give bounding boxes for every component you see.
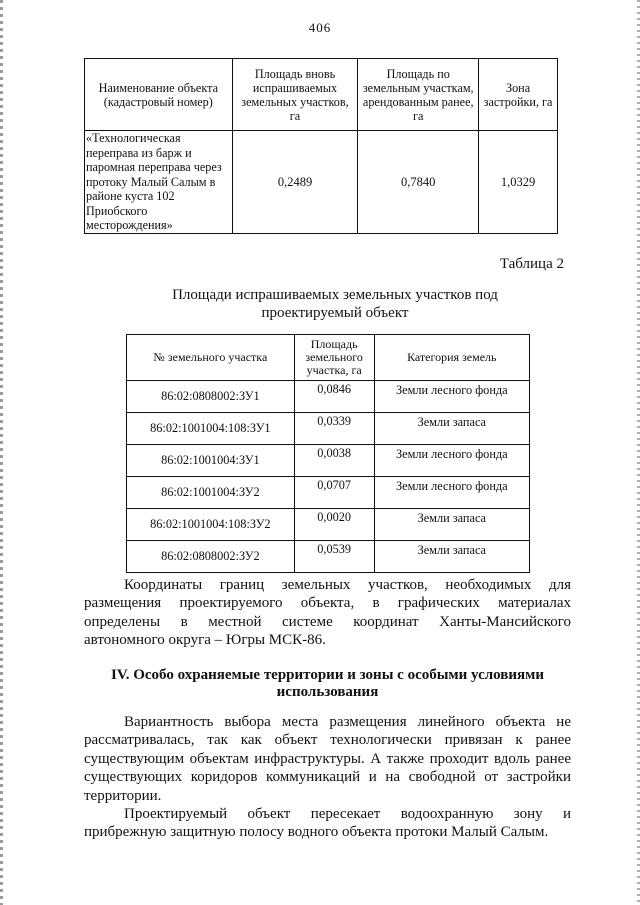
table-row [127, 445, 530, 477]
table-row [127, 477, 530, 509]
object-area-table [84, 58, 558, 234]
variant-paragraph: Вариантность выбора места размещения линейного объекта не рассматривалась, так как объект технологически привязан к ранее существующим объектам инфраструктуры. А также проходит вдоль ранее существующих коридоров коммуникаций и на свободной от застройки территории. [84, 714, 571, 804]
header-land-category: Категория земель [374, 335, 529, 381]
land-category-cell: Земли лесного фонда [374, 477, 529, 509]
plot-number-cell: 86:02:1001004:ЗУ1 [127, 445, 295, 477]
land-category-cell: Земли запаса [374, 413, 529, 445]
scan-edge-left [0, 0, 3, 905]
plot-number-cell: 86:02:0808002:ЗУ2 [127, 541, 295, 573]
header-plot-number: № земельного участка [127, 335, 295, 381]
table-row [127, 381, 530, 413]
header-object-name: Наименование объекта (кадастровый номер) [85, 59, 233, 131]
plot-area-cell: 0,0707 [294, 477, 374, 509]
table-row [127, 413, 530, 445]
page-number: 406 [308, 20, 332, 35]
table-title: Площади испрашиваемых земельных участков под проектируемый объект [172, 287, 498, 321]
table-header-row [85, 59, 558, 131]
land-category-cell: Земли запаса [374, 541, 529, 573]
land-category-cell: Земли лесного фонда [374, 445, 529, 477]
header-plot-area: Площадь земельного участка, га [294, 335, 374, 381]
land-plots-table [126, 334, 530, 573]
table-row [127, 509, 530, 541]
plot-area-cell: 0,0038 [294, 445, 374, 477]
plot-area-cell: 0,0020 [294, 509, 374, 541]
header-leased-area: Площадь по земельным участкам, арендованным ранее, га [358, 59, 479, 131]
plot-area-cell: 0,0846 [294, 381, 374, 413]
plot-area-cell: 0,0339 [294, 413, 374, 445]
plot-area-cell: 0,0539 [294, 541, 374, 573]
object-name-cell: «Технологическая переправа из барж и паромная переправа через протоку Малый Салым в районе куста 102 Приобского месторождения» [85, 131, 233, 234]
table-row [85, 131, 558, 234]
table-row [127, 541, 530, 573]
coordinates-paragraph: Координаты границ земельных участков, необходимых для размещения проектируемого объекта, в графических материалах определены в местной системе координат Ханты-Мансийского автономного округа – Югры МСК-86. [84, 577, 571, 649]
header-new-area: Площадь вновь испрашиваемых земельных участков, га [232, 59, 358, 131]
land-category-cell: Земли запаса [374, 509, 529, 541]
plot-number-cell: 86:02:1001004:ЗУ2 [127, 477, 295, 509]
new-area-cell: 0,2489 [232, 131, 358, 234]
header-zone: Зона застройки, га [479, 59, 558, 131]
leased-area-cell: 0,7840 [358, 131, 479, 234]
plot-number-cell: 86:02:1001004:108:ЗУ1 [127, 413, 295, 445]
plot-number-cell: 86:02:1001004:108:ЗУ2 [127, 509, 295, 541]
table-label: Таблица 2 [499, 256, 564, 272]
zone-cell: 1,0329 [479, 131, 558, 234]
land-category-cell: Земли лесного фонда [374, 381, 529, 413]
water-zone-paragraph: Проектируемый объект пересекает водоохранную зону и прибрежную защитную полосу водного объекта протоки Малый Салым. [84, 806, 571, 841]
section-heading: IV. Особо охраняемые территории и зоны с особыми условиями использования [110, 667, 544, 700]
table-header-row [127, 335, 530, 381]
plot-number-cell: 86:02:0808002:ЗУ1 [127, 381, 295, 413]
